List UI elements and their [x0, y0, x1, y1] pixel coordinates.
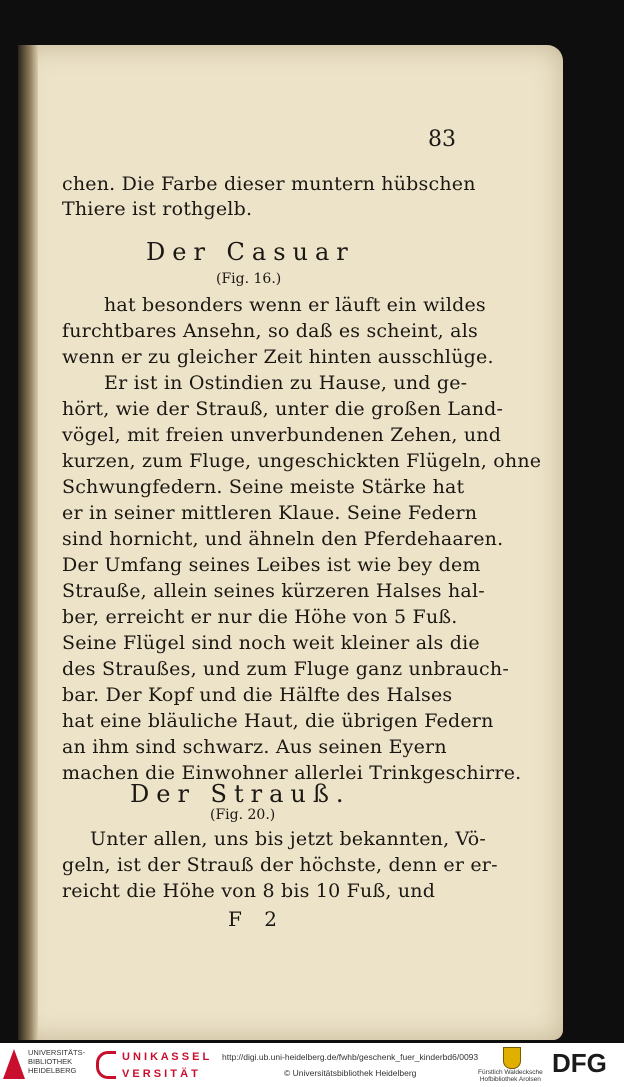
text-line: des Straußes, und zum Fluge ganz unbrauch- — [62, 658, 509, 680]
text-line: machen die Einwohner allerlei Trinkgeschirre. — [62, 762, 522, 784]
text-line: kurzen, zum Fluge, ungeschickten Flügeln, ohne — [62, 450, 542, 472]
coat-of-arms-icon — [503, 1047, 521, 1069]
text-line: an ihm sind schwarz. Aus seinen Eyern — [62, 736, 447, 758]
figure-reference: (Fig. 20.) — [210, 807, 276, 823]
text-line: sind hornicht, und ähneln den Pferdehaaren. — [62, 528, 504, 550]
kassel-logo-icon — [96, 1051, 116, 1079]
text-line: Unter allen, uns bis jetzt bekannten, Vö- — [90, 828, 486, 850]
text-line: vögel, mit freien unverbundenen Zehen, und — [62, 424, 502, 446]
text-line: Der Umfang seines Leibes ist wie bey dem — [62, 554, 481, 576]
text-line: er in seiner mittleren Klaue. Seine Federn — [62, 502, 478, 524]
ub-logo-text: UNIVERSITÄTS- BIBLIOTHEK HEIDELBERG — [28, 1048, 86, 1075]
heading-casuar: Der Casuar — [146, 238, 355, 266]
footer-bar — [0, 1043, 624, 1087]
text-line: hat eine bläuliche Haut, die übrigen Federn — [62, 710, 494, 732]
source-url[interactable]: http://digi.ub.uni-heidelberg.de/fwhb/geschenk_fuer_kinderbd6/0093 — [222, 1052, 479, 1062]
university-seal-icon — [3, 1049, 25, 1079]
text-line: wenn er zu gleicher Zeit hinten ausschlüge. — [62, 346, 494, 368]
book-page — [18, 45, 563, 1040]
page-number: 83 — [428, 127, 456, 152]
heading-strauss: Der Strauß. — [130, 780, 351, 808]
text-line: ber, erreicht er nur die Höhe von 5 Fuß. — [62, 606, 458, 628]
arolsen-text: Fürstlich Waldecksche Hofbibliothek Arolsen — [478, 1069, 543, 1083]
kassel-bottom-text: V E R S I T Ä T — [122, 1068, 198, 1080]
text-line: hat besonders wenn er läuft ein wildes — [104, 294, 486, 316]
book-spine — [18, 45, 38, 1040]
text-line: furchtbares Ansehn, so daß es scheint, als — [62, 320, 478, 342]
dfg-logo-text: DFG — [552, 1048, 607, 1078]
figure-reference: (Fig. 16.) — [216, 271, 282, 287]
text-line: Seine Flügel sind noch weit kleiner als die — [62, 632, 480, 654]
text-line: chen. Die Farbe dieser muntern hübschen — [62, 173, 476, 195]
text-line: reicht die Höhe von 8 bis 10 Fuß, und — [62, 880, 436, 902]
text-line: geln, ist der Strauß der höchste, denn er er- — [62, 854, 498, 876]
kassel-top-text: U N I K A S S E L — [122, 1051, 210, 1063]
text-line: hört, wie der Strauß, unter die großen Land- — [62, 398, 504, 420]
signature-mark: F 2 — [228, 907, 285, 931]
text-line: Er ist in Ostindien zu Hause, und ge- — [104, 372, 468, 394]
text-line: Strauße, allein seines kürzeren Halses hal- — [62, 580, 485, 602]
text-line: bar. Der Kopf und die Hälfte des Halses — [62, 684, 453, 706]
text-line: Thiere ist rothgelb. — [62, 198, 253, 220]
copyright-text: © Universitätsbibliothek Heidelberg — [284, 1068, 417, 1078]
text-line: Schwungfedern. Seine meiste Stärke hat — [62, 476, 465, 498]
